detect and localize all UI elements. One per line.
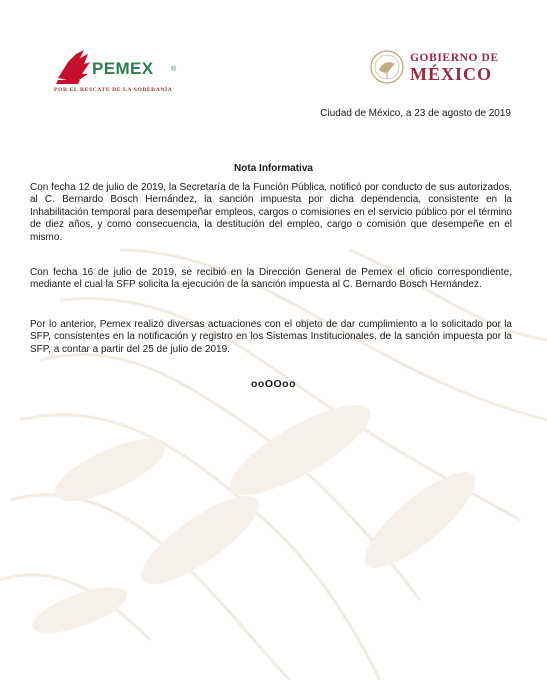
document-title: Nota Informativa [234, 163, 313, 174]
pemex-wordmark: PEMEX [92, 59, 154, 78]
gobierno-line-1: GOBIERNO DE [410, 52, 499, 64]
date-line: Ciudad de México, a 23 de agosto de 2019 [320, 108, 511, 119]
national-eagle-emblem-icon [368, 48, 406, 86]
pemex-tagline: POR EL RESCATE DE LA SOBERANÍA [54, 87, 173, 93]
paragraph-2: Con fecha 16 de julio de 2019, se recibió en la Dirección General de Pemex el oficio correspondiente, mediante el cual la SFP solicita la ejecución de la sanción impuesta al C. Bernardo Bosch Hernández. [30, 267, 512, 291]
registered-mark: ® [171, 66, 177, 73]
gobierno-line-2: MÉXICO [410, 64, 492, 84]
paragraph-1: Con fecha 12 de julio de 2019, la Secretaría de la Función Pública, notificó por conducto de sus autorizados, al C. Bernardo Bosch Hernández, la sanción impuesta por dicha dependencia, consistente en la Inhabilitación temporal para desempeñar empleos, cargos o comisiones en el servicio público por el término de diez años, y como consecuencia, la destitución del empleo, cargo o comisión que desempeñe en el mismo. [30, 182, 512, 243]
paragraph-3: Por lo anterior, Pemex realizó diversas actuaciones con el objeto de dar cumplimiento a lo solicitado por la SFP, consistentes en la notificación y registro en los Sistemas Institucionales, de la sanción impuesta por la SFP, a contar a partir del 25 de julio de 2019. [30, 319, 512, 355]
closing-mark: ooOOoo [251, 378, 296, 390]
